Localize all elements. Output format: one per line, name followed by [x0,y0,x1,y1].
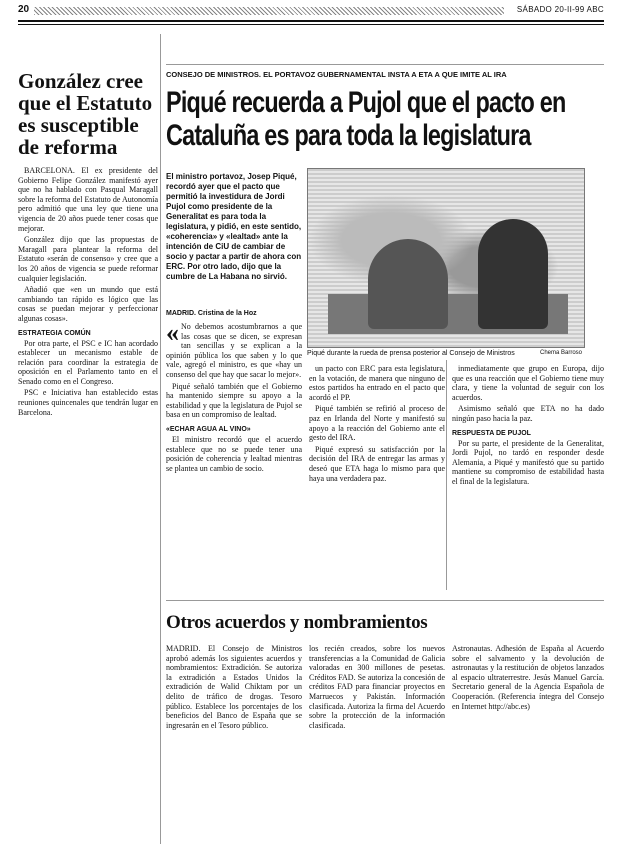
paragraph: Piqué señaló también que el Gobierno ha mantenido siempre su apoyo a la estabilidad y que la legislatura de Pujol se basa en un compromiso de lealtad. [166,381,302,420]
section2-title: Otros acuerdos y nombramientos [166,612,428,633]
byline: MADRID. Cristina de la Hoz [166,310,257,317]
paragraph: Añadió que «en un mundo que está cambiando tan rápido es lógico que las cosas se puedan mejorar y perfeccionar algunas cosas». [18,285,158,323]
paragraph: Por su parte, el presidente de la Generalitat, Jordi Pujol, no tardó en responder desde Alemania, a Piqué y manifestó que su partido mantiene su compromiso de estabilidad hasta el final de la legislatura. [452,438,604,486]
paragraph: No debemos acostumbrarnos a que las cosas que se dicen, se expresan tan sencillas y se explican a la opinión pública los que saben y lo que vale, agregó el ministro, es que «hay un consenso del que hay que sacar lo mejor». [166,322,302,379]
photo-credit: Chema Barroso [540,350,583,356]
left-article-title: González cree que el Estatuto es susceptible de reforma [18,69,153,159]
main-lede: El ministro portavoz, Josep Piqué, recordó ayer que el pacto que permitió la investidura de Jordi Pujol como presidente de la Generalitat es para toda la legislatura, y pidió, en este sentido, «coherencia» y «lealtad» ante la intención de CiU de cambiar de socio y pactar a partir de ahora con ERC. Por otro lado, dijo que la cumbre de La Habana no sirvió. [166,172,302,281]
header-rule [18,20,604,22]
paragraph: Piqué expresó su satisfacción por la decisión del IRA de entregar las armas y deseó que ETA haga lo mismo para que haya una verdadera paz. [309,444,445,483]
paragraph: PSC e Iniciativa han establecido estas reuniones quincenales que tendrán lugar en Barcelona. [18,388,158,417]
column-divider [446,360,447,590]
header-rule-thin [18,24,604,25]
paragraph: El ministro recordó que el acuerdo establece que no se puede tener una posición de coherencia y lealtad mientras se plantea un cambio de socio. [166,434,302,473]
main-column-3 [452,364,604,489]
photo-figure [478,219,548,329]
photo-caption: Piqué durante la rueda de prensa posterior al Consejo de Ministros [307,350,515,357]
main-headline: Piqué recuerda a Pujol que el pacto en Cataluña es para toda la legislatura [166,86,566,152]
paragraph: Asimismo señaló que ETA no ha dado ningún paso hacia la paz. [452,404,604,423]
kicker-rule [166,64,604,65]
column-divider [160,34,161,844]
paragraph: Piqué también se refirió al proceso de paz en Irlanda del Norte y manifestó su apoyo a la reacción del Gobierno ante el gesto del IRA. [309,404,445,443]
section2-column-3: Astronautas. Adhesión de España al Acuerdo sobre el salvamento y la devolución de astronautas y la restitución de objetos lanzados al espacio ultraterrestre. Jesús Manuel García. Secretario general de la Agencia Española de Cooperación. (Referencia íntegra del Consejo en Internet http://abc.es) [452,644,604,711]
paragraph: un pacto con ERC para esta legislatura, en la votación, de manera que ninguno de estos partidos ha entrado en el pacto que acordó el PP. [309,364,445,402]
section-divider [166,600,604,601]
photo-figure [368,239,448,329]
section2-column-2: los recién creados, sobre los nuevos transferencias a la Comunidad de Galicia valoradas en 300 millones de pesetas. Créditos FAD. Se autoriza la concesión de créditos FAD para financiar proyectos en Marruecos y Pakistán. Información clasificada. Autoriza la firma del Acuerdo sobre la protección de la información clasificada. [309,644,445,730]
paragraph: González dijo que las propuestas de Maragall para plantear la reforma del Estatuto «serán de consenso» y cree que a los 20 años de vigencia se puede reformar cualquier legislación. [18,235,158,283]
section2-column-1: MADRID. El Consejo de Ministros aprobó además los siguientes acuerdos y nombramientos: Extradición. Se autoriza la extradición a Estados Unidos la extradición de Walid Chiktam por un delito de tráfico de drogas. Tesoro público. Establece los porcentajes de los beneficios del Banco de España que se ingresarán en el Tesoro público. [166,644,302,730]
main-column-2 [309,364,445,485]
header-pattern [34,7,504,15]
paragraph: Por otra parte, el PSC e IC han acordado establecer un mecanismo estable de relación para coordinar la estrategia de oposición en el Parlamento tanto en el Senado como en el Congreso. [18,338,158,386]
main-subhead: «ECHAR AGUA AL VINO» [166,425,251,433]
page-number: 20 [18,4,30,15]
main-kicker: CONSEJO DE MINISTROS. EL PORTAVOZ GUBERNAMENTAL INSTA A ETA A QUE IMITE AL IRA [166,70,507,79]
quote-mark: « [166,318,179,347]
left-subhead: ESTRATEGIA COMÚN [18,329,91,337]
left-article-body [18,166,158,417]
news-photo [307,168,585,348]
main-subhead: RESPUESTA DE PUJOL [452,429,531,437]
dateline: SÁBADO 20-II-99 ABC [516,5,604,14]
main-column-1 [166,318,302,475]
paragraph: inmediatamente que grupo en Europa, dijo que es una reacción que el Gobierno tiene muy clara, y tiene la voluntad de seguir con los acuerdos. [452,364,604,402]
paragraph: BARCELONA. El ex presidente del Gobierno Felipe González manifestó ayer que no ha hablado con Pasqual Maragall sobre la reforma del Estatuto de Autonomía pero admitió que una ley que tiene una vigencia de 20 años puede tener cosas que mejorar. [18,166,158,233]
left-article [18,40,158,419]
